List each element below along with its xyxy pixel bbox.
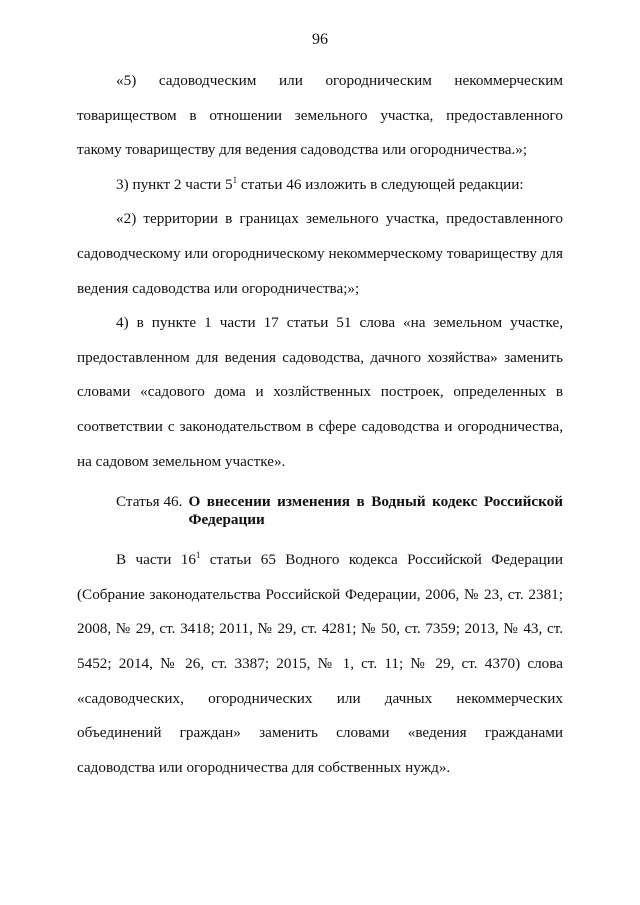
- paragraph-item-5: «5) садоводческим или огородническим некоммерческим товариществом в отношении земельного участка, предоставленного такому товариществу для ведения садоводства или огородничества.»;: [77, 72, 563, 159]
- superscript-index: 1: [195, 550, 201, 561]
- paragraph-point-3: [77, 168, 563, 203]
- article-body-text-after: статьи 65 Водного кодекса Российской Федерации (Собрание законодательства Российской Федерации, 2006, № 23, ст. 2381; 2008, № 29, ст. 3418; 2011, № 29, ст. 4281; № 50, ст. 7359; 2013, № 43, ст. 5452; 2014, № 26, ст. 3387; 2015, № 1, ст. 11; № 29, ст. 4370) слова «садоводческих, огороднических или дачных некоммерческих объединений граждан» заменить словами «ведения гражданами садоводства или огородничества для собственных нужд».: [77, 551, 563, 776]
- article-title: О внесении изменения в Водный кодекс Российской Федерации: [188, 493, 563, 529]
- paragraph-point-3-text-before: 3) пункт 2 части 5: [116, 175, 233, 193]
- document-body: [77, 64, 563, 785]
- article-body-paragraph: [77, 543, 563, 785]
- article-heading: [77, 493, 563, 529]
- superscript-index: 1: [232, 174, 238, 185]
- paragraph-item-2: «2) территории в границах земельного участка, предоставленного садоводческому или огородническому некоммерческому товариществу для ведения садоводства или огородничества;»;: [77, 210, 563, 297]
- paragraph-point-4: 4) в пункте 1 части 17 статьи 51 слова «на земельном участке, предоставленном для ведения садоводства, дачного хозяйства» заменить словами «садового дома и хозлйственных построек, определенных в соответствии с законодательством в сфере садоводства и огородничества, на садовом земельном участке».: [77, 314, 563, 470]
- article-body-text-before: В части 16: [116, 551, 196, 569]
- paragraph-point-3-text-after: статьи 46 изложить в следующей редакции:: [237, 175, 524, 193]
- page-number: 96: [312, 31, 328, 48]
- article-label: Статья 46.: [116, 493, 183, 511]
